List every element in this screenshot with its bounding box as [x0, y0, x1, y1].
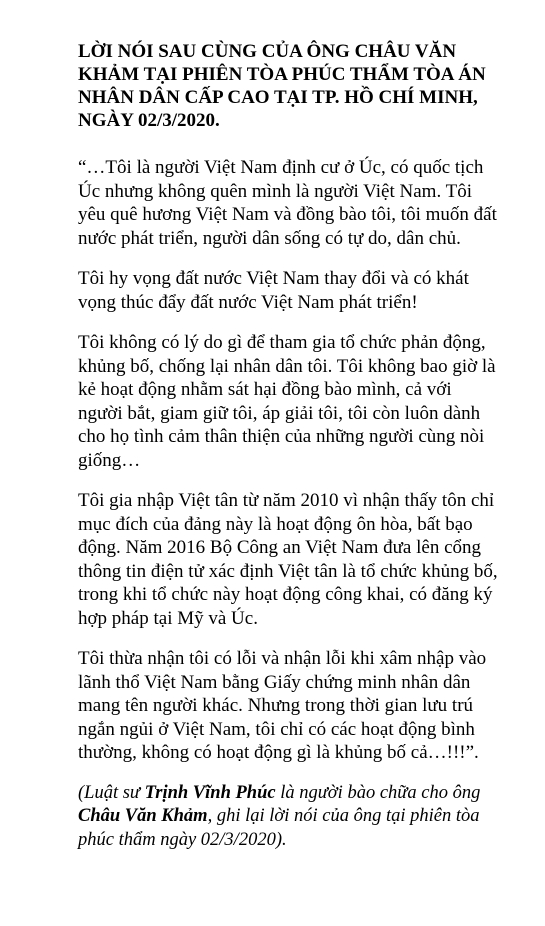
document-title: LỜI NÓI SAU CÙNG CỦA ÔNG CHÂU VĂN KHẢM TẠI PHIÊN TÒA PHÚC THẨM TÒA ÁN NHÂN DÂN CẤP CAO TẠI TP. HỒ CHÍ MINH, NGÀY 02/3/2020.: [78, 41, 486, 131]
paragraph-5: Tôi thừa nhận tôi có lỗi và nhận lỗi khi xâm nhập vào lãnh thổ Việt Nam bằng Giấy chứng minh nhân dân mang tên người khác. Nhưng trong thời gian lưu trú ngắn ngủi ở Việt Nam, tôi chỉ có các hoạt động bình thường, không có hoạt động gì là khủng bố cả…!!!”.: [78, 648, 487, 763]
attribution-note: [78, 782, 499, 853]
lawyer-name: Trịnh Vĩnh Phúc: [144, 782, 276, 803]
paragraph-1: “…Tôi là người Việt Nam định cư ở Úc, có quốc tịch Úc nhưng không quên mình là người Việt Nam. Tôi yêu quê hương Việt Nam và đồng bào tôi, tôi muốn đất nước phát triển, người dân sống có tự do, dân chủ.: [78, 157, 497, 249]
paragraph-2: Tôi hy vọng đất nước Việt Nam thay đổi và có khát vọng thúc đẩy đất nước Việt Nam phát triển!: [78, 268, 469, 313]
paragraph-3: Tôi không có lý do gì để tham gia tổ chức phản động, khủng bố, chống lại nhân dân tôi. Tôi không bao giờ là kẻ hoạt động nhằm sát hại đồng bào mình, cả với người bắt, giam giữ tôi, áp giải tôi, tôi còn luôn dành cho họ tình cảm thân thiện của những người cùng nòi giống…: [78, 332, 496, 471]
paragraph-4: Tôi gia nhập Việt tân từ năm 2010 vì nhận thấy tôn chỉ mục đích của đảng này là hoạt động ôn hòa, bất bạo động. Năm 2016 Bộ Công an Việt Nam đưa lên cổng thông tin điện tử xác định Việt tân là tổ chức khủng bố, trong khi tổ chức này hoạt động công khai, có đăng ký hợp pháp tại Mỹ và Úc.: [78, 490, 498, 629]
note-text-2: là người bào chữa cho ông: [275, 782, 481, 803]
note-text-1: (Luật sư: [78, 782, 145, 803]
note-text-3: , ghi lại lời nói của ông tại phiên tòa phúc thẩm ngày 02/3/2020).: [78, 806, 480, 850]
defendant-name: Châu Văn Khảm: [78, 806, 208, 826]
